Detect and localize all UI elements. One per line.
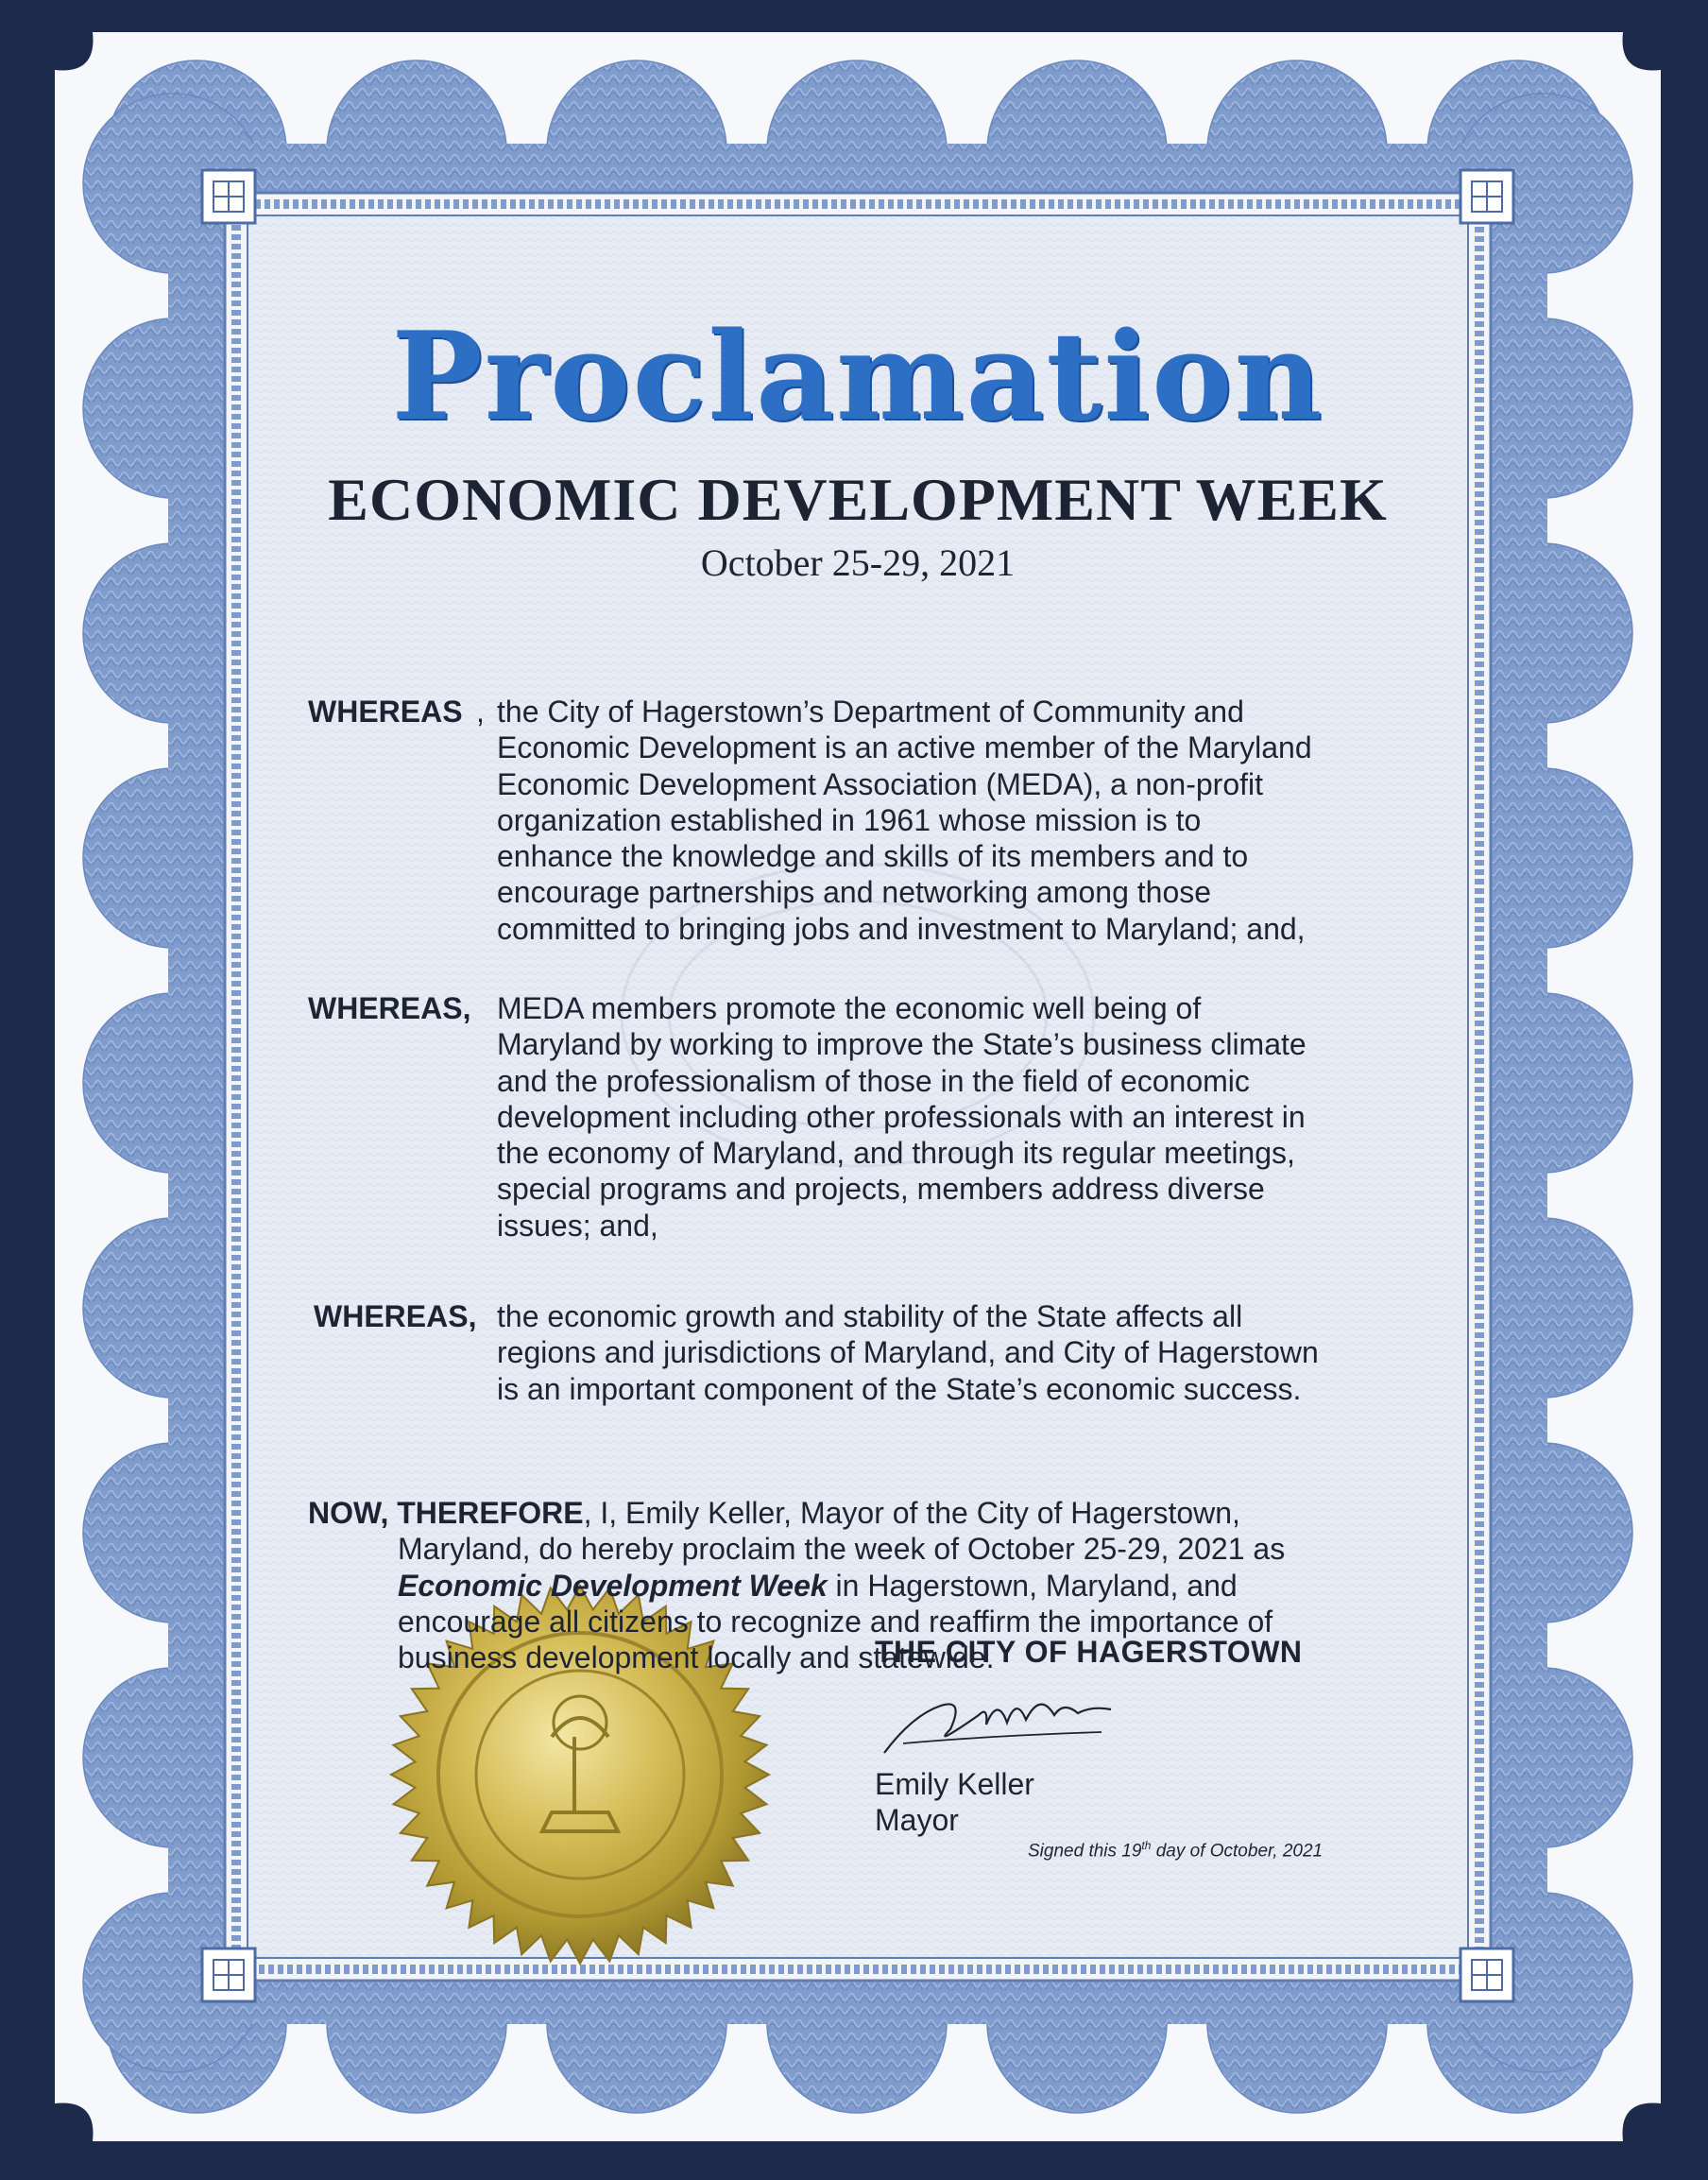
clause-line: MEDA members promote the economic well being of [497,991,1202,1025]
handwritten-signature [875,1677,1120,1762]
clause-body [497,1298,1319,1407]
signature-organization: THE CITY OF HAGERSTOWN [875,1635,1303,1669]
signed-date: Signed this 19th day of October, 2021 [1028,1839,1324,1862]
clause-line: and the professionalism of those in the field of economic [497,1063,1250,1098]
clause-keyword: WHEREAS, [314,1299,477,1333]
clause-line: issues; and, [497,1208,658,1243]
clause-line: organization established in 1961 whose mission is to [497,802,1202,837]
certificate-paper: Proclamation ECONOMIC DEVELOPMENT WEEK October 25-29, 2021 WHEREAS , the City of Hagerstown’s Department of Community and Economic Development is an active member of the Maryland Economic Development Association (MEDA), a non-profit organization established in 1961 whose mission is to enhance the knowledge and skills of its members and to encourage partnerships and networking among those committed to bringing jobs and investment to Maryland; and, WHEREAS, MEDA members promote the economic well being of Maryland by working to improve the State’s business climate and the professionalism of those in the field of economic development including other professionals with an interest in the economy of Maryland, and through its regular meetings, special programs and projects, members address diverse issues; and, WHEREAS, the economic growth and stability of the State affects all regions and jurisdictions of Maryland, and City of Hagerstown is an important component of the State’s economic success. NOW, THEREFORE, I, Emily Keller, Mayor of the City of Hagerstown, Maryland, do hereby proclaim the week of October 25-29, 2021 as Economic Development Week in Hagerstown, Maryland, and encourage all citizens to recognize and reaffirm the importance of business development locally and statewide. THE CITY OF HAGERSTOWN Emily Keller Mayor Signed this 19th day of October, 2021 [55,32,1661,2141]
clause-line: encourage partnerships and networking among those [497,875,1212,910]
signature-block [875,1635,1303,1838]
signer-name: Emily Keller [875,1767,1034,1801]
proclamation-dates: October 25-29, 2021 [700,541,1016,584]
now-therefore-text: encourage all citizens to recognize and reaffirm the importance of [398,1604,1273,1639]
clause-line: the City of Hagerstown’s Department of Community and [497,695,1244,729]
clause-line: the economy of Maryland, and through its regular meetings, [497,1136,1295,1171]
clause-line: Economic Development is an active member of the Maryland [497,730,1312,765]
clause-line: special programs and projects, members address diverse [497,1172,1265,1207]
now-therefore-text: Maryland, do hereby proclaim the week of October 25-29, 2021 as [398,1532,1286,1567]
clause-line: development including other professionals with an interest in [497,1099,1306,1134]
now-therefore-text: , I, Emily Keller, Mayor of the City of Hagerstown, [583,1496,1240,1530]
clause-body [497,990,1307,1244]
clause-line: the economic growth and stability of the State affects all [497,1299,1243,1333]
clause-line: Maryland by working to improve the State’s business climate [497,1027,1307,1062]
clause-body [497,694,1312,947]
now-therefore-text: in Hagerstown, Maryland, and [827,1568,1238,1603]
signer-title: Mayor [875,1803,959,1837]
clause-line: Economic Development Association (MEDA), a non-profit [497,766,1264,801]
proclamation-subtitle: ECONOMIC DEVELOPMENT WEEK [328,466,1388,533]
clause-line: enhance the knowledge and skills of its members and to [497,839,1249,874]
clause-line: regions and jurisdictions of Maryland, and City of Hagerstown [497,1335,1319,1370]
now-therefore-keyword: NOW, THEREFORE [308,1496,584,1530]
clause-keyword: WHEREAS, [308,991,471,1025]
clause-line: committed to bringing jobs and investment to Maryland; and, [497,911,1306,946]
event-name-emphasis: Economic Development Week [398,1568,828,1603]
clause-keyword: WHEREAS [308,695,463,729]
clause-line: is an important component of the State’s economic success. [497,1371,1302,1406]
proclamation-title: Proclamation [391,306,1324,448]
now-therefore-text: business development locally and statewide. [398,1640,995,1675]
